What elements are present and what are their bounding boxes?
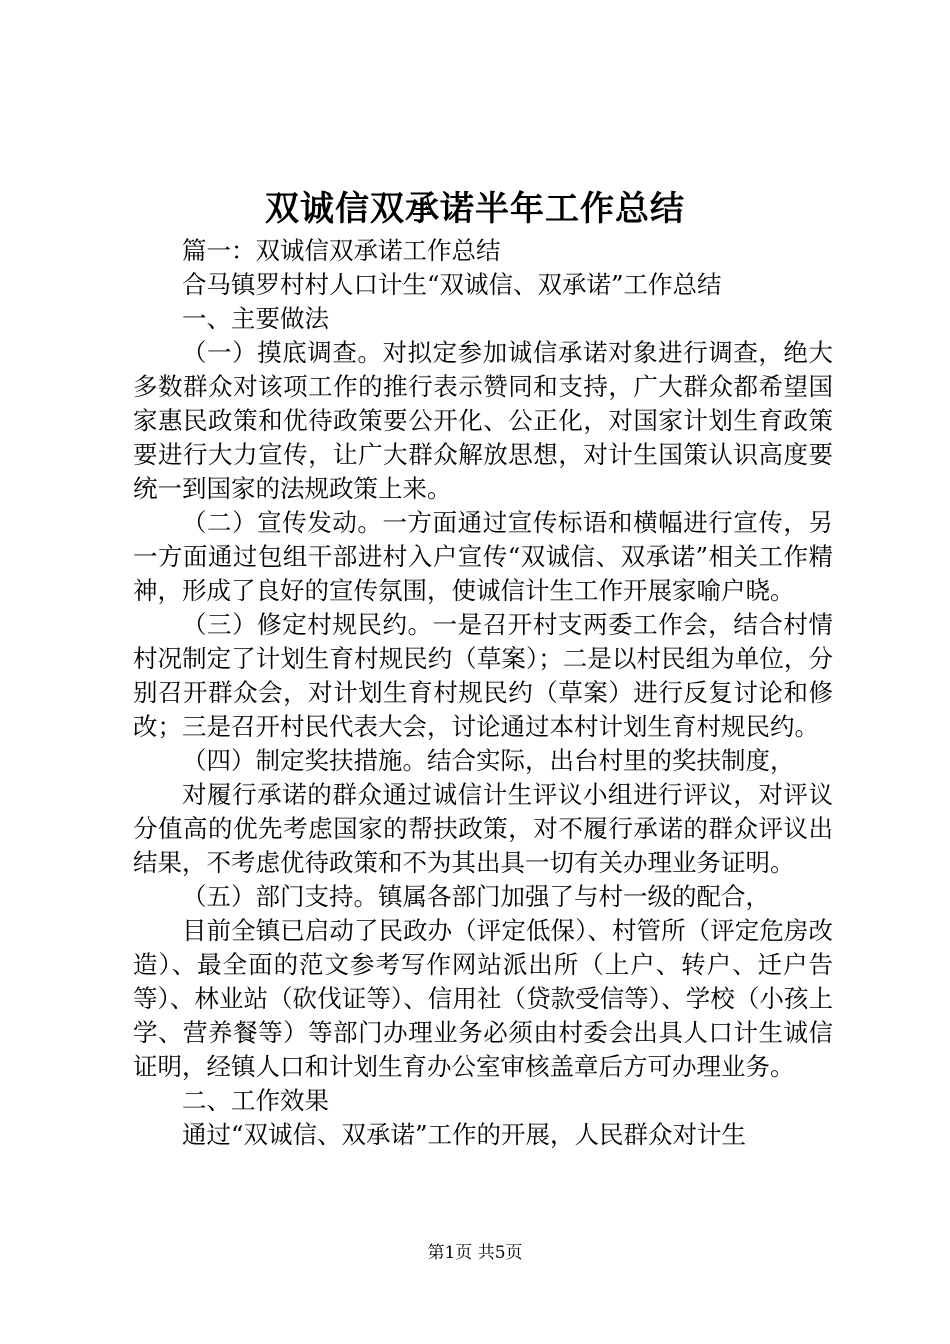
paragraph-5: （二）宣传发动。一方面通过宣传标语和横幅进行宣传，另一方面通过包组干部进村入户宣传“双诚信、双承诺”相关工作精神，形成了良好的宣传氛围，使诚信计生工作开展家喻户晓。 <box>133 508 833 605</box>
paragraph-10: 目前全镇已启动了民政办（评定低保）、村管所（评定危房改造）、最全面的范文参考写作网站派出所（上户、转户、迁户告等）、林业站（砍伐证等）、信用社（贷款受信等）、学校（小孩上学、营养餐等）等部门办理业务必须由村委会出具人口计生诚信证明，经镇人口和计划生育办公室审核盖章后方可办理业务。 <box>133 916 833 1081</box>
document-body <box>133 234 833 1152</box>
paragraph-4: （一）摸底调查。对拟定参加诚信承诺对象进行调查，绝大多数群众对该项工作的推行表示赞同和支持，广大群众都希望国家惠民政策和优待政策要公开化、公正化，对国家计划生育政策要进行大力宣传，让广大群众解放思想，对计生国策认识高度要统一到国家的法规政策上来。 <box>133 338 833 503</box>
paragraph-7: （四）制定奖扶措施。结合实际，出台村里的奖扶制度， <box>182 746 795 775</box>
paragraph-12: 通过“双诚信、双承诺”工作的开展，人民群众对计生 <box>182 1120 747 1149</box>
paragraph-6: （三）修定村规民约。一是召开村支两委工作会，结合村情村况制定了计划生育村规民约（草案）；二是以村民组为单位，分别召开群众会，对计划生育村规民约（草案）进行反复讨论和修改；三是召开村民代表大会，讨论通过本村计划生育村规民约。 <box>133 610 833 741</box>
paragraph-1: 篇一：双诚信双承诺工作总结 <box>182 236 501 265</box>
section-heading-1: 一、主要做法 <box>182 304 329 333</box>
document-title: 双诚信双承诺半年工作总结 <box>265 189 685 229</box>
paragraph-8: 对履行承诺的群众通过诚信计生评议小组进行评议，对评议分值高的优先考虑国家的帮扶政策，对不履行承诺的群众评议出结果，不考虑优待政策和不为其出具一切有关办理业务证明。 <box>133 780 833 877</box>
paragraph-9: （五）部门支持。镇属各部门加强了与村一级的配合， <box>182 882 770 911</box>
page-footer: 第1页 共5页 <box>427 1243 523 1263</box>
paragraph-2: 合马镇罗村村人口计生“双诚信、双承诺”工作总结 <box>182 270 722 299</box>
section-heading-2: 二、工作效果 <box>182 1086 329 1115</box>
